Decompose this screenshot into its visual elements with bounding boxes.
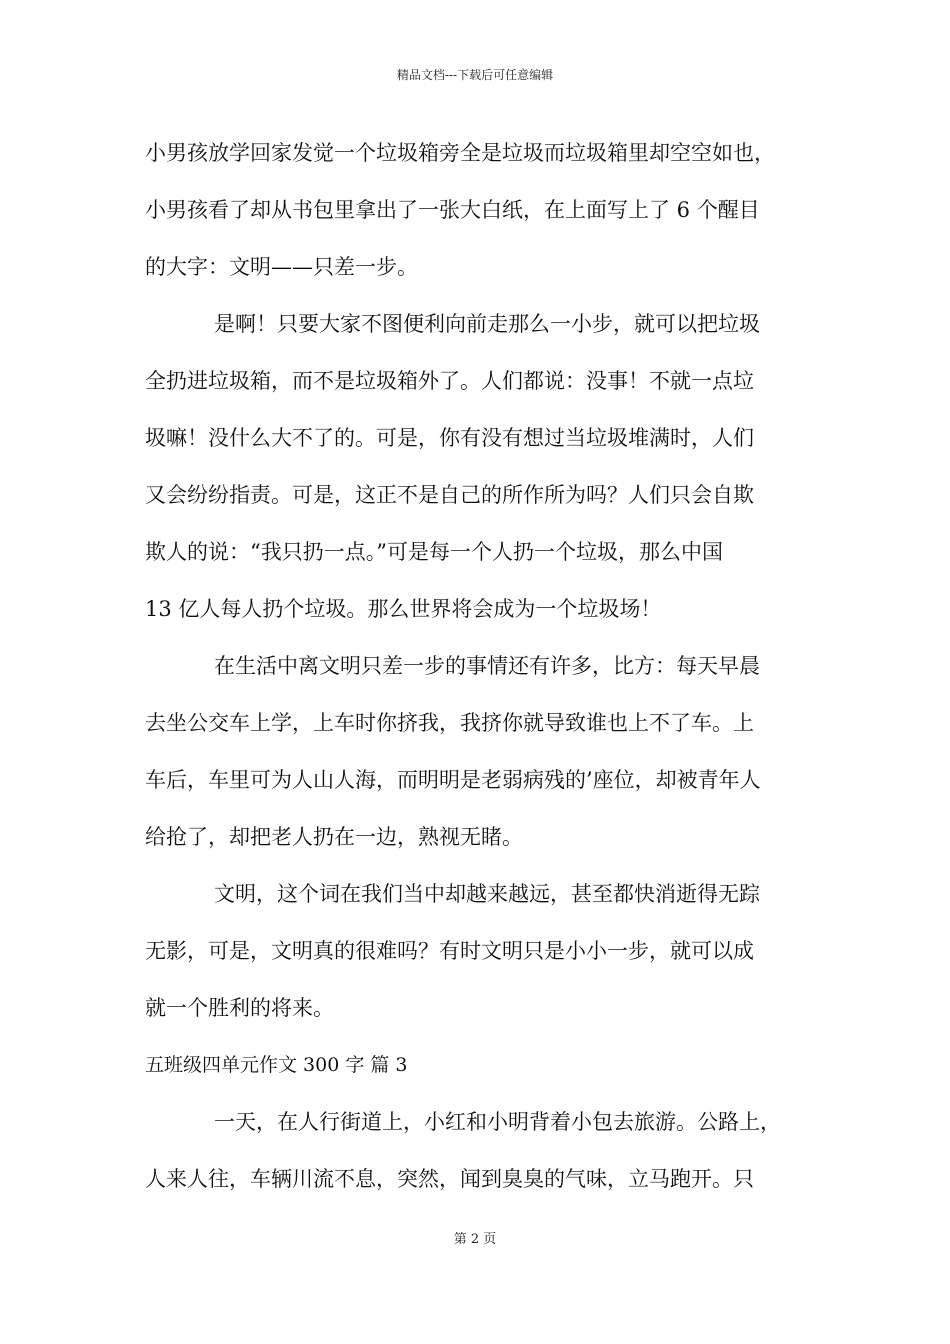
text-line: 13 亿人每人扔个垃圾。那么世界将会成为一个垃圾场！	[145, 597, 662, 621]
text-line: 无影，可是，文明真的很难吗？有时文明只是小小一步，就可以成	[145, 939, 754, 963]
paragraph-start-line: 在生活中离文明只差一步的事情还有许多，比方：每天早晨	[214, 654, 760, 678]
text-line: 车后，车里可为人山人海，而明明是老弱病残的’座位，却被青年人	[145, 768, 761, 792]
text-line: 又会纷纷指责。可是，这正不是自己的所作所为吗？人们只会自欺	[145, 483, 754, 507]
text-line: 圾嘛！没什么大不了的。可是，你有没有想过当垃圾堆满时，人们	[145, 426, 754, 450]
text-line: 去坐公交车上学，上车时你挤我，我挤你就导致谁也上不了车。上	[145, 711, 754, 735]
page-header: 精品文档---下载后可任意编辑	[396, 68, 554, 82]
text-line: 的大字：文明——只差一步。	[145, 255, 418, 279]
paragraph-start-line: 文明，这个词在我们当中却越来越远，甚至都快消逝得无踪	[214, 882, 760, 906]
text-line: 人来人往，车辆川流不息，突然，闻到臭臭的气味，立马跑开。只	[145, 1167, 754, 1191]
section-heading: 五班级四单元作文 300 字 篇 3	[145, 1054, 408, 1076]
text-line: 就一个胜利的将来。	[145, 996, 334, 1020]
text-line: 给抢了，却把老人扔在一边，熟视无睹。	[145, 825, 523, 849]
paragraph-start-line: 一天，在人行街道上，小红和小明背着小包去旅游。公路上，	[214, 1110, 781, 1134]
text-line: 欺人的说：“我只扔一点。”可是每一个人扔一个垃圾，那么中国	[145, 540, 723, 564]
document-body	[145, 130, 835, 1213]
page-number: 第 2 页	[453, 1232, 497, 1247]
text-line: 小男孩看了却从书包里拿出了一张大白纸，在上面写上了 6 个醒目	[145, 198, 760, 222]
paragraph-start-line: 是啊！只要大家不图便利向前走那么一小步，就可以把垃圾	[214, 312, 760, 336]
text-line: 小男孩放学回家发觉一个垃圾箱旁全是垃圾而垃圾箱里却空空如也，	[145, 141, 775, 165]
text-line: 全扔进垃圾箱，而不是垃圾箱外了。人们都说：没事！不就一点垃	[145, 369, 754, 393]
